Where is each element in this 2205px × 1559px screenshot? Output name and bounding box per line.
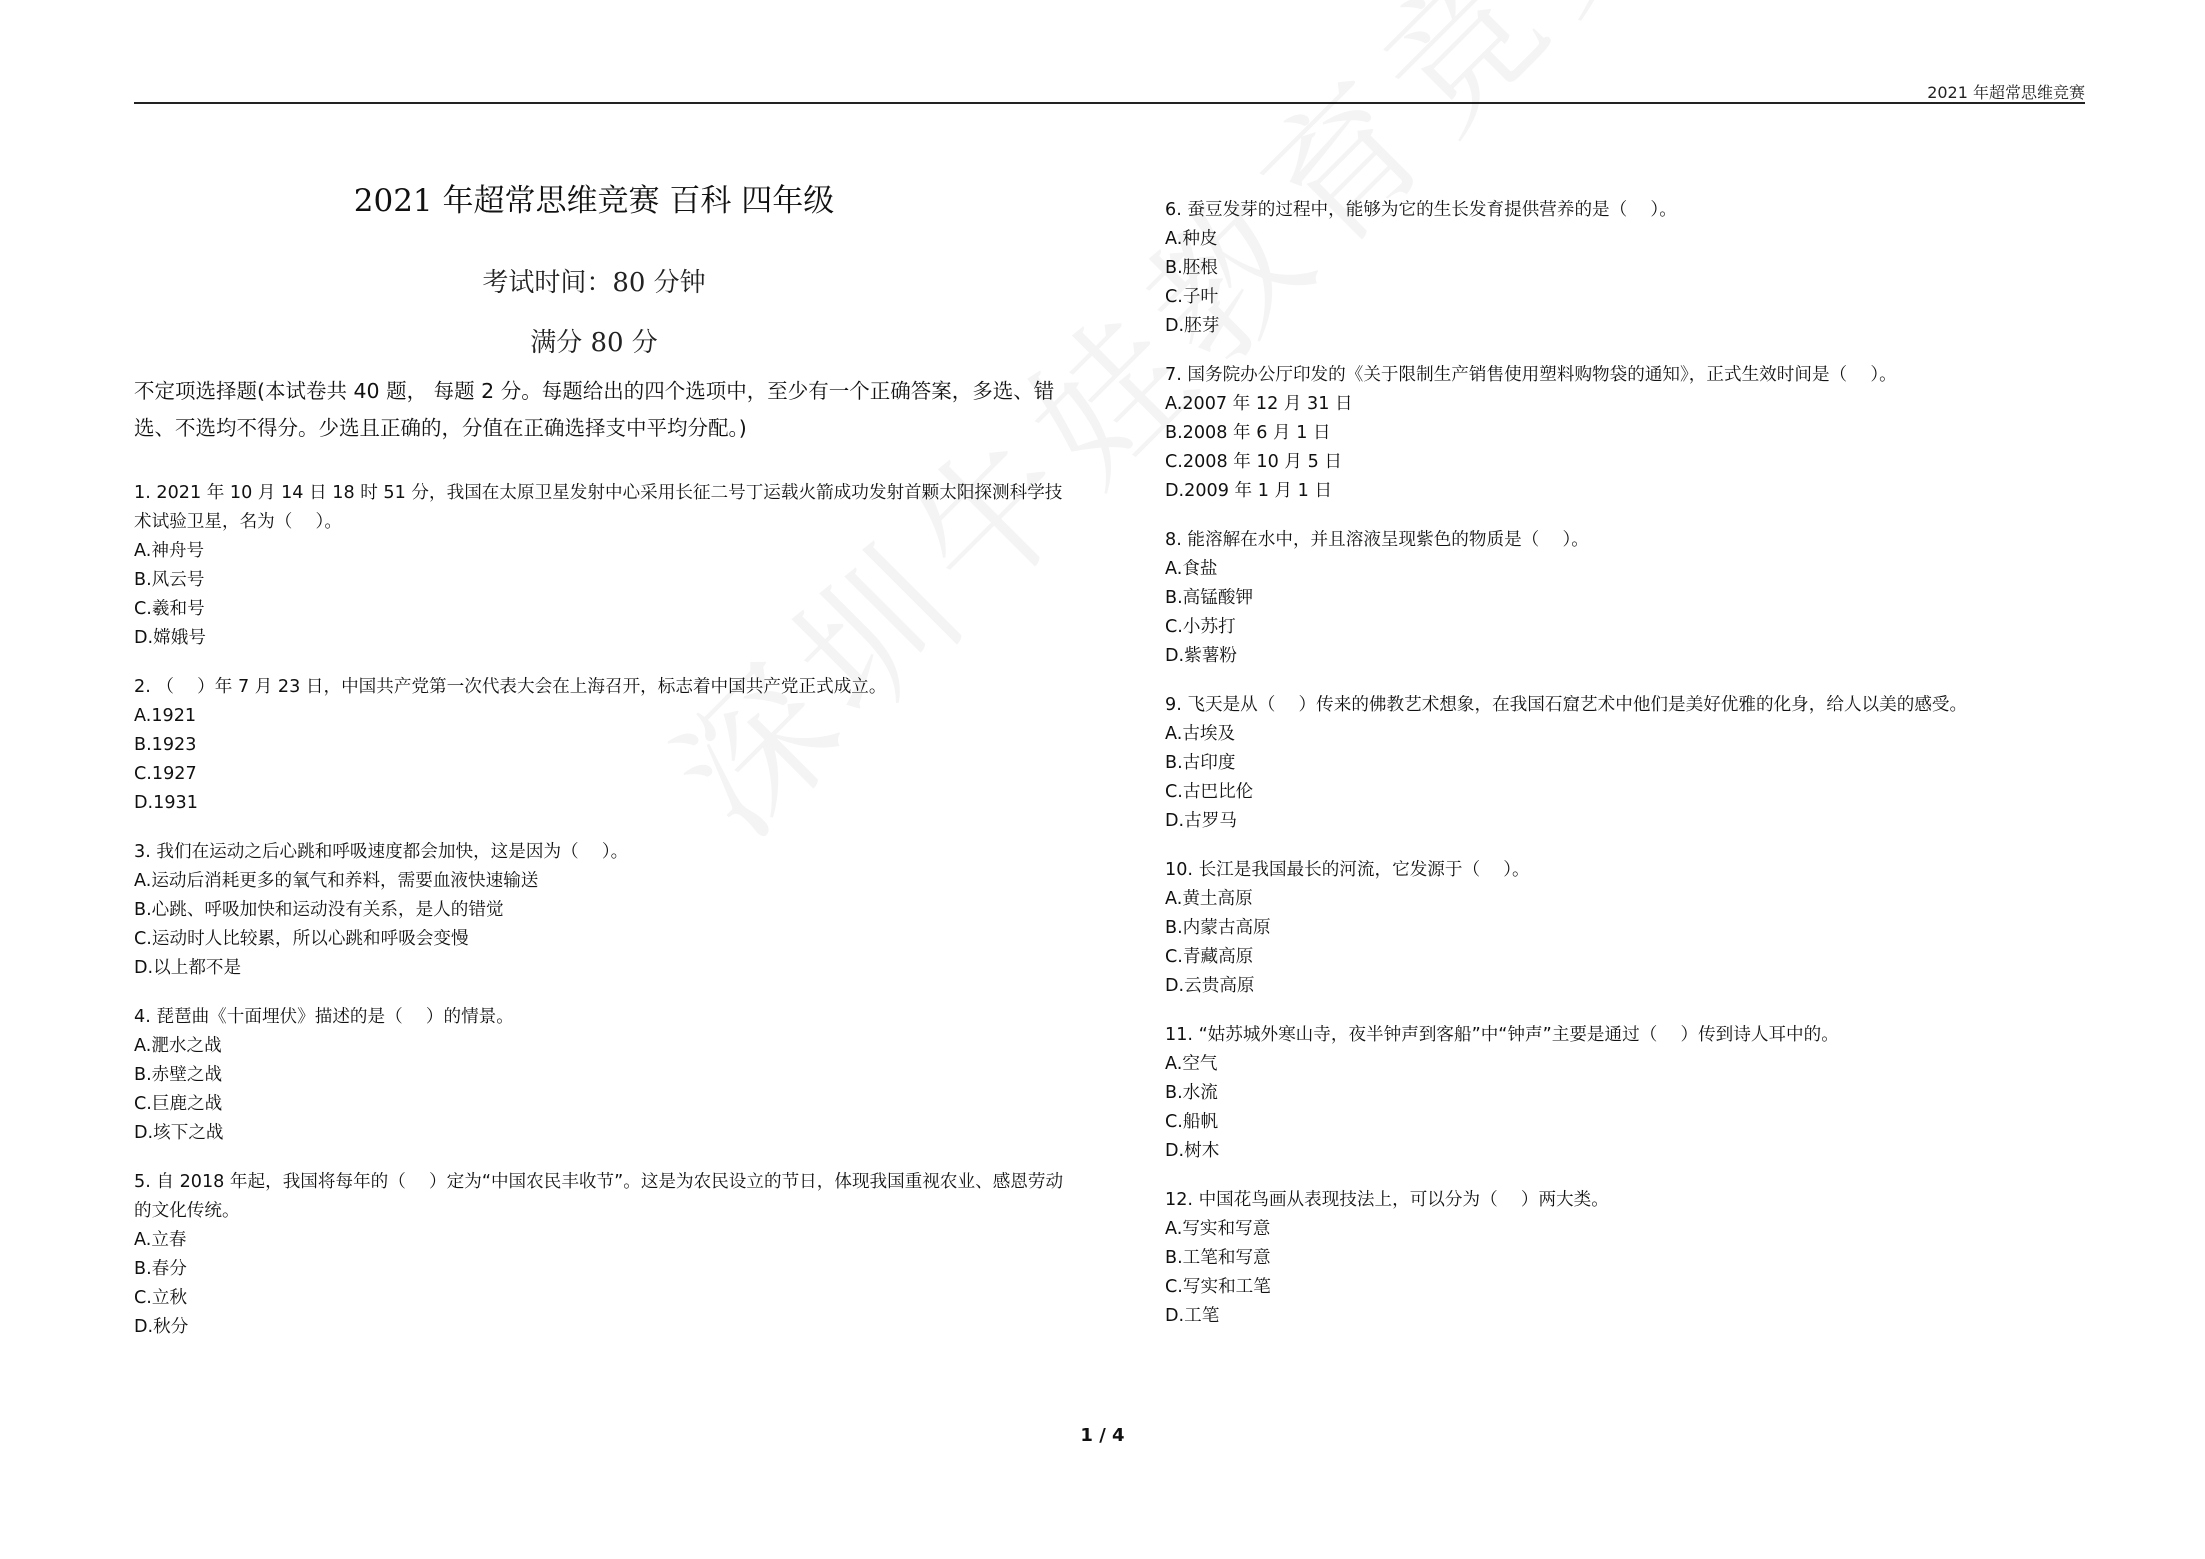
answer-option: D.垓下之战 (134, 1123, 224, 1143)
answer-option: C.古巴比伦 (1165, 782, 1254, 802)
question-stem: 7. 国务院办公厅印发的《关于限制生产销售使用塑料购物袋的通知》，正式生效时间是（ ）。 (1165, 365, 1897, 385)
questions-right-column (1165, 196, 2085, 1351)
answer-option: D.工笔 (1165, 1306, 1220, 1326)
answer-option: A.古埃及 (1165, 724, 1236, 744)
question-block (134, 673, 1064, 818)
question-block (1165, 526, 2085, 671)
instructions: 不定项选择题(本试卷共 40 题， 每题 2 分。每题给出的四个选项中，至少有一个正确答案，多选、错选、不选均不得分。少选且正确的，分值在正确选择支中平均分配。) (134, 379, 1055, 440)
answer-option: A.种皮 (1165, 229, 1218, 249)
answer-option: D.1931 (134, 793, 198, 813)
question-block (1165, 361, 2085, 506)
answer-option: B.古印度 (1165, 753, 1236, 773)
question-stem: 12. 中国花鸟画从表现技法上，可以分为（ ）两大类。 (1165, 1190, 1609, 1210)
question-block (1165, 691, 2085, 836)
question-stem: 6. 蚕豆发芽的过程中，能够为它的生长发育提供营养的是（ ）。 (1165, 200, 1677, 220)
question-block (134, 1003, 1064, 1148)
answer-option: C.写实和工笔 (1165, 1277, 1271, 1297)
question-stem: 1. 2021 年 10 月 14 日 18 时 51 分，我国在太原卫星发射中心采用长征二号丁运载火箭成功发射首颗太阳探测科学技术试验卫星，名为（ ）。 (134, 483, 1063, 532)
answer-option: B.高锰酸钾 (1165, 588, 1254, 608)
answer-option: C.羲和号 (134, 599, 205, 619)
questions-left-column (134, 479, 1064, 1362)
answer-option: C.小苏打 (1165, 617, 1236, 637)
answer-option: D.胚芽 (1165, 316, 1220, 336)
answer-option: B.水流 (1165, 1083, 1218, 1103)
answer-option: A.淝水之战 (134, 1036, 222, 1056)
question-stem: 3. 我们在运动之后心跳和呼吸速度都会加快，这是因为（ ）。 (134, 842, 629, 862)
answer-option: D.以上都不是 (134, 958, 242, 978)
question-stem: 9. 飞天是从（ ）传来的佛教艺术想象，在我国石窟艺术中他们是美好优雅的化身，给人以美的感受。 (1165, 695, 1968, 715)
answer-option: B.春分 (134, 1259, 187, 1279)
running-header: 2021 年超常思维竞赛 (1927, 83, 2085, 102)
answer-option: A.神舟号 (134, 541, 205, 561)
answer-option: B.工笔和写意 (1165, 1248, 1271, 1268)
answer-option: C.子叶 (1165, 287, 1219, 307)
answer-option: B.风云号 (134, 570, 205, 590)
question-block (134, 479, 1064, 653)
question-block (134, 838, 1064, 983)
question-block (1165, 856, 2085, 1001)
page-number: 1 / 4 (1080, 1425, 1125, 1446)
question-block (134, 1168, 1064, 1342)
question-stem: 4. 琵琶曲《十面埋伏》描述的是（ ）的情景。 (134, 1007, 514, 1027)
answer-option: C.巨鹿之战 (134, 1094, 223, 1114)
answer-option: A.1921 (134, 706, 197, 726)
answer-option: C.船帆 (1165, 1112, 1219, 1132)
answer-option: B.心跳、呼吸加快和运动没有关系，是人的错觉 (134, 900, 504, 920)
answer-option: C.2008 年 10 月 5 日 (1165, 452, 1342, 472)
question-stem: 5. 自 2018 年起，我国将每年的（ ）定为“中国农民丰收节”。这是为农民设立的节日，体现我国重视农业、感恩劳动的文化传统。 (134, 1172, 1064, 1221)
question-stem: 11. “姑苏城外寒山寺，夜半钟声到客船”中“钟声”主要是通过（ ）传到诗人耳中的。 (1165, 1025, 1839, 1045)
answer-option: A.立春 (134, 1230, 187, 1250)
full-score: 满分 80 分 (530, 328, 658, 358)
question-block (1165, 196, 2085, 341)
exam-title: 2021 年超常思维竞赛 百科 四年级 (353, 183, 835, 219)
exam-time: 考试时间：80 分钟 (482, 268, 706, 298)
answer-option: B.1923 (134, 735, 197, 755)
answer-option: A.空气 (1165, 1054, 1218, 1074)
answer-option: C.立秋 (134, 1288, 188, 1308)
answer-option: B.2008 年 6 月 1 日 (1165, 423, 1331, 443)
answer-option: B.胚根 (1165, 258, 1218, 278)
answer-option: B.赤壁之战 (134, 1065, 223, 1085)
answer-option: D.古罗马 (1165, 811, 1237, 831)
answer-option: D.2009 年 1 月 1 日 (1165, 481, 1333, 501)
question-block (1165, 1021, 2085, 1166)
answer-option: A.写实和写意 (1165, 1219, 1271, 1239)
question-stem: 8. 能溶解在水中，并且溶液呈现紫色的物质是（ ）。 (1165, 530, 1589, 550)
answer-option: D.树木 (1165, 1141, 1220, 1161)
answer-option: D.紫薯粉 (1165, 646, 1237, 666)
answer-option: A.运动后消耗更多的氧气和养料，需要血液快速输送 (134, 871, 539, 891)
answer-option: A.黄土高原 (1165, 889, 1253, 909)
answer-option: C.青藏高原 (1165, 947, 1254, 967)
answer-option: C.1927 (134, 764, 197, 784)
answer-option: C.运动时人比较累，所以心跳和呼吸会变慢 (134, 929, 469, 949)
question-block (1165, 1186, 2085, 1331)
question-stem: 2. （ ）年 7 月 23 日，中国共产党第一次代表大会在上海召开，标志着中国共产党正式成立。 (134, 677, 887, 697)
answer-option: D.秋分 (134, 1317, 189, 1337)
answer-option: A.食盐 (1165, 559, 1218, 579)
answer-option: B.内蒙古高原 (1165, 918, 1271, 938)
question-stem: 10. 长江是我国最长的河流，它发源于（ ）。 (1165, 860, 1530, 880)
answer-option: D.云贵高原 (1165, 976, 1255, 996)
header-divider (134, 102, 2085, 104)
answer-option: D.嫦娥号 (134, 628, 206, 648)
answer-option: A.2007 年 12 月 31 日 (1165, 394, 1353, 414)
